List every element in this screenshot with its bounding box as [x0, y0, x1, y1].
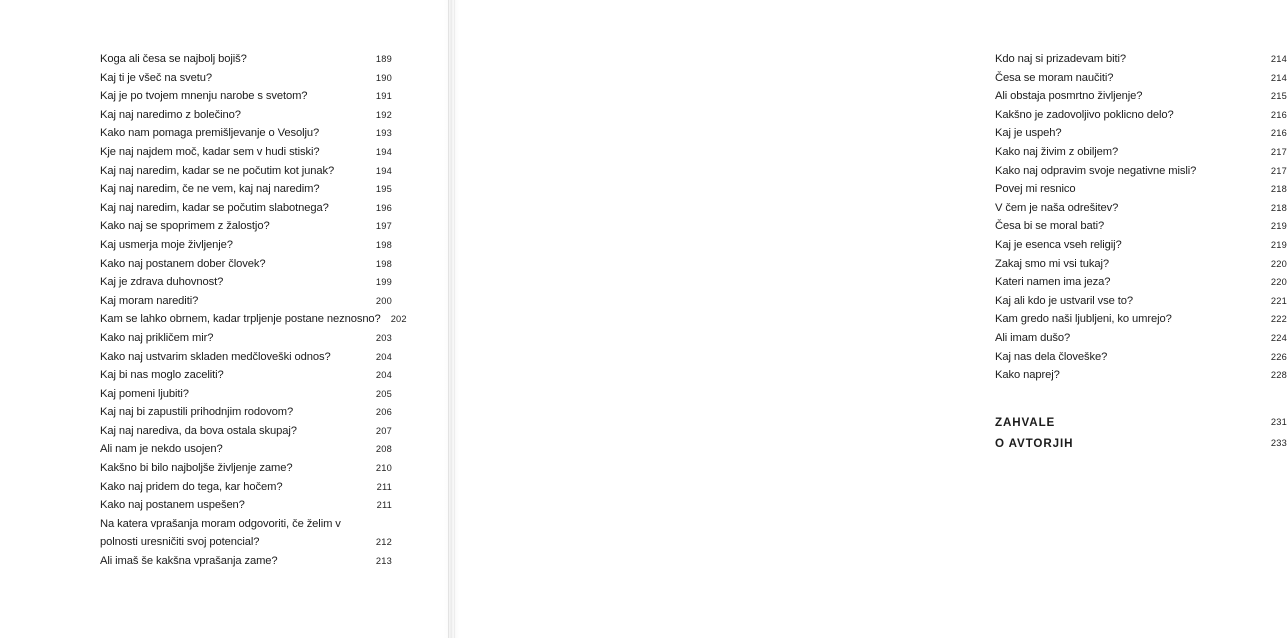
toc-entry-title: V čem je naša odrešitev?	[995, 201, 1119, 214]
toc-entry-page-number: 196	[375, 202, 392, 213]
toc-entry-title: Kako naj prikličem mir?	[100, 331, 214, 344]
toc-entry-title: Kako naj se spoprimem z žalostjo?	[100, 220, 270, 233]
toc-entry-title: Česa se moram naučiti?	[995, 71, 1114, 84]
left-page	[0, 0, 450, 638]
toc-entry	[995, 143, 1287, 162]
toc-entry	[100, 273, 392, 292]
toc-entry-title: Kako naj postanem dober človek?	[100, 257, 266, 270]
toc-entry	[995, 329, 1287, 348]
toc-entry-title: Kako naj pridem do tega, kar hočem?	[100, 480, 283, 493]
toc-section-title: O AVTORJIH	[995, 436, 1074, 450]
toc-entry	[995, 236, 1287, 255]
toc-entry-title: Kaj ti je všeč na svetu?	[100, 71, 213, 84]
toc-entry-page-number: 214	[1270, 72, 1287, 83]
toc-entry-page-number: 198	[375, 258, 392, 269]
toc-entry-page-number: 208	[375, 444, 392, 455]
toc-entry-page-number: 220	[1270, 277, 1287, 288]
toc-entry-title: Kaj naj narediva, da bova ostala skupaj?	[100, 424, 297, 437]
toc-entry-page-number: 207	[375, 425, 392, 436]
toc-entry	[995, 366, 1287, 385]
toc-entry-page-number: 219	[1270, 239, 1287, 250]
toc-entry-page-number: 231	[1270, 416, 1287, 427]
toc-entry-page-number: 213	[375, 556, 392, 567]
toc-entry	[100, 180, 392, 199]
toc-entry-page-number: 191	[375, 91, 392, 102]
toc-entry-page-number: 218	[1270, 202, 1287, 213]
toc-entry	[100, 124, 392, 143]
toc-entry-title: Na katera vprašanja moram odgovoriti, če želim v polnosti uresničiti svoj potencial?	[100, 517, 341, 549]
toc-entry	[100, 310, 407, 329]
toc-entry-page-number: 203	[375, 332, 392, 343]
toc-entry	[995, 292, 1287, 311]
toc-entry	[100, 478, 392, 497]
toc-entry-page-number: 211	[376, 481, 392, 492]
toc-entry	[100, 255, 392, 274]
toc-entry-page-number: 194	[375, 146, 392, 157]
toc-entry-page-number: 199	[375, 277, 392, 288]
toc-entry	[100, 348, 392, 367]
toc-entry-page-number: 205	[375, 388, 392, 399]
toc-entry	[100, 292, 392, 311]
toc-entry-title: Kaj naj naredimo z bolečino?	[100, 108, 241, 121]
toc-entry-title: Kam gredo naši ljubljeni, ko umrejo?	[995, 313, 1172, 326]
toc-entry-title: Kaj pomeni ljubiti?	[100, 387, 189, 400]
toc-entry-title: Ali imaš še kakšna vprašanja zame?	[100, 555, 278, 568]
toc-entry-page-number: 214	[1270, 54, 1287, 64]
toc-entry	[995, 255, 1287, 274]
toc-entry-title: Kaj ali kdo je ustvaril vse to?	[995, 294, 1134, 307]
toc-entry	[100, 143, 392, 162]
right-page	[450, 0, 1287, 638]
toc-entry-title: Kaj naj naredim, če ne vem, kaj naj naredim?	[100, 183, 320, 196]
back-matter-spacer	[995, 385, 1287, 412]
toc-entry-title: Kdo naj si prizadevam biti?	[995, 53, 1126, 65]
toc-entry-title: Povej mi resnico	[995, 183, 1076, 196]
toc-entry-title: Kako nam pomaga premišljevanje o Vesolju?	[100, 127, 320, 140]
toc-entry-page-number: 224	[1270, 332, 1287, 343]
toc-entry-page-number: 192	[375, 109, 392, 120]
toc-entry-page-number: 219	[1270, 221, 1287, 232]
toc-entry	[995, 162, 1287, 181]
toc-entry	[995, 50, 1287, 69]
toc-entry-page-number: 217	[1270, 165, 1287, 176]
toc-entry	[995, 124, 1287, 143]
toc-list-right	[995, 50, 1287, 454]
toc-entry	[100, 87, 392, 106]
toc-entry-title: Kako naj odpravim svoje negativne misli?	[995, 164, 1197, 177]
toc-entry-page-number: 218	[1270, 184, 1287, 195]
toc-entry	[995, 310, 1287, 329]
toc-entry-title: Kaj naj bi zapustili prihodnjim rodovom?	[100, 406, 294, 419]
toc-entry-title: Kaj je uspeh?	[995, 127, 1062, 140]
toc-entry	[100, 162, 392, 181]
toc-entry-page-number: 212	[375, 537, 392, 548]
toc-entry-title: Kaj je zdrava duhovnost?	[100, 276, 224, 289]
toc-entry-title: Česa bi se moral bati?	[995, 220, 1105, 233]
toc-entry-page-number: 202	[390, 314, 407, 325]
toc-entry	[100, 329, 392, 348]
toc-entry	[100, 199, 392, 218]
toc-entry-page-number: 197	[375, 221, 392, 232]
toc-entry	[995, 348, 1287, 367]
toc-entry-title: Ali obstaja posmrtno življenje?	[995, 90, 1143, 103]
toc-entry	[100, 50, 392, 69]
toc-entry-title: Kakšno bi bilo najboljše življenje zame?	[100, 462, 293, 475]
toc-entry-page-number: 226	[1270, 351, 1287, 362]
toc-entry-title: Kateri namen ima jeza?	[995, 276, 1111, 289]
toc-entry-page-number: 210	[375, 463, 392, 474]
toc-entry	[100, 552, 392, 571]
toc-entry	[995, 106, 1287, 125]
toc-entry-page-number: 220	[1270, 258, 1287, 269]
toc-entry-page-number: 204	[375, 351, 392, 362]
toc-entry-title: Kaj moram narediti?	[100, 294, 199, 307]
toc-entry-title: Kaj je po tvojem mnenju narobe s svetom?	[100, 90, 308, 103]
toc-entry	[995, 217, 1287, 236]
toc-entry-page-number: 228	[1270, 370, 1287, 381]
toc-entry-page-number: 189	[375, 54, 392, 64]
toc-entry	[995, 69, 1287, 88]
toc-entry-title: Kaj nas dela človeške?	[995, 350, 1108, 363]
toc-entry-page-number: 222	[1270, 314, 1287, 325]
toc-entry-title: Kaj bi nas moglo zaceliti?	[100, 369, 224, 382]
toc-entry-title: Kaj usmerja moje življenje?	[100, 238, 233, 251]
toc-entry-title: Kam se lahko obrnem, kadar trpljenje postane neznosno?	[100, 313, 381, 326]
toc-entry	[100, 106, 392, 125]
toc-entry	[100, 366, 392, 385]
toc-entry-title: Kako naj živim z obiljem?	[995, 145, 1119, 158]
toc-entry-title: Kaj naj naredim, kadar se ne počutim kot junak?	[100, 164, 335, 177]
toc-entry-page-number: 204	[375, 370, 392, 381]
toc-entry-page-number: 194	[375, 165, 392, 176]
toc-entry-page-number: 233	[1270, 437, 1287, 448]
toc-entry-page-number: 193	[375, 128, 392, 139]
toc-entry-page-number: 206	[375, 407, 392, 418]
toc-entry	[995, 199, 1287, 218]
toc-entry-page-number: 217	[1270, 146, 1287, 157]
toc-entry	[100, 422, 392, 441]
toc-entry	[100, 217, 392, 236]
toc-entry-page-number: 198	[375, 239, 392, 250]
toc-list-left	[100, 50, 407, 571]
toc-entry-title: Ali nam je nekdo usojen?	[100, 443, 223, 456]
toc-entry-title: Koga ali česa se najbolj bojiš?	[100, 53, 247, 65]
toc-entry-title: Kje naj najdem moč, kadar sem v hudi stiski?	[100, 145, 320, 158]
toc-entry	[100, 69, 392, 88]
toc-entry	[995, 273, 1287, 292]
toc-entry-page-number: 200	[375, 295, 392, 306]
toc-entry	[100, 236, 392, 255]
toc-entry	[100, 403, 392, 422]
toc-section-title: ZAHVALE	[995, 415, 1056, 429]
toc-entry	[100, 515, 392, 552]
toc-entry-title: Kako naprej?	[995, 369, 1060, 382]
toc-entry	[100, 459, 392, 478]
toc-entry-title: Kakšno je zadovoljivo poklicno delo?	[995, 108, 1174, 121]
toc-entry-title: Ali imam dušo?	[995, 331, 1071, 344]
toc-entry-title: Kako naj postanem uspešen?	[100, 499, 245, 512]
toc-entry-page-number: 190	[375, 72, 392, 83]
toc-entry	[100, 440, 392, 459]
toc-entry-page-number: 211	[376, 500, 392, 511]
toc-entry	[100, 496, 392, 515]
toc-section-entry	[995, 412, 1287, 433]
toc-entry-title: Kako naj ustvarim skladen medčloveški odnos?	[100, 350, 331, 363]
toc-entry-title: Kaj je esenca vseh religij?	[995, 238, 1122, 251]
toc-entry-page-number: 216	[1270, 109, 1287, 120]
toc-entry	[995, 180, 1287, 199]
toc-entry	[100, 385, 392, 404]
toc-entry-page-number: 221	[1270, 295, 1287, 306]
toc-entry-page-number: 216	[1270, 128, 1287, 139]
toc-entry-title: Zakaj smo mi vsi tukaj?	[995, 257, 1109, 270]
toc-entry-page-number: 195	[375, 184, 392, 195]
toc-entry-page-number: 215	[1270, 91, 1287, 102]
toc-section-entry	[995, 433, 1287, 454]
toc-entry-title: Kaj naj naredim, kadar se počutim slabotnega?	[100, 201, 329, 214]
toc-entry	[995, 87, 1287, 106]
